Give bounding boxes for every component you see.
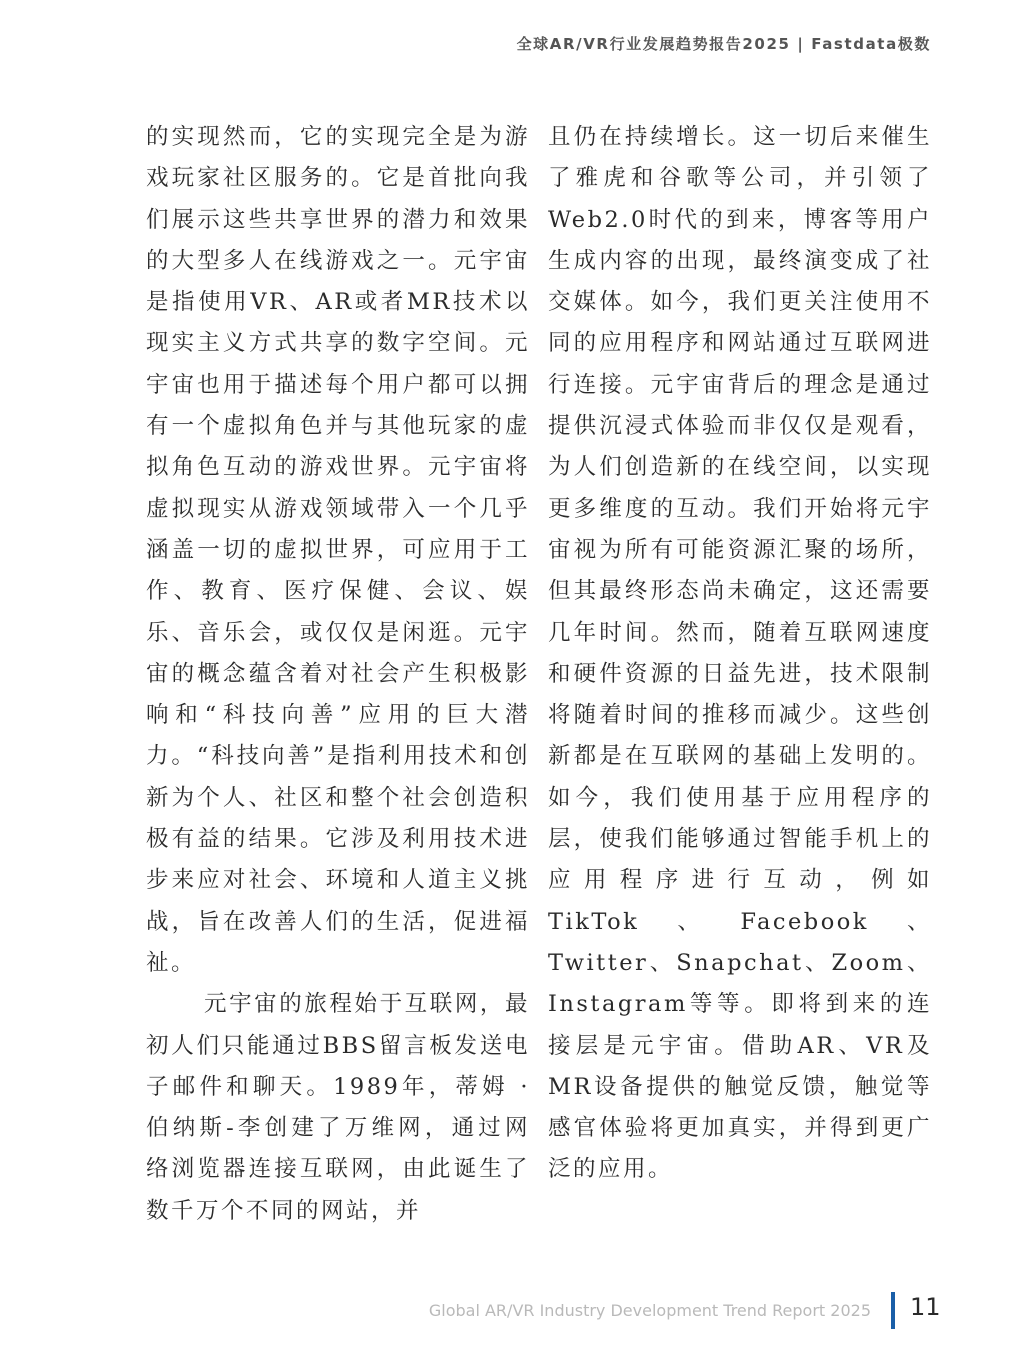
footer-accent-bar bbox=[891, 1292, 895, 1329]
footer-report-title: Global AR/VR Industry Development Trend Report 2025 bbox=[428, 1301, 871, 1320]
body-paragraph: 元宇宙的旅程始于互联网，最初人们只能通过BBS留言板发送电子邮件和聊天。1989年，蒂姆 · 伯纳斯-李创建了万维网，通过网络浏览器连接互联网，由此诞生了数千万个不同的网站，并 bbox=[146, 991, 530, 1224]
right-column bbox=[548, 117, 932, 1191]
page-number: 11 bbox=[910, 1293, 941, 1321]
body-paragraph: 的实现然而，它的实现完全是为游戏玩家社区服务的。它是首批向我们展示这些共享世界的潜力和效果的大型多人在线游戏之一。元宇宙是指使用VR、AR或者MR技术以现实主义方式共享的数字空间。元宇宙也用于描述每个用户都可以拥有一个虚拟角色并与其他玩家的虚拟角色互动的游戏世界。元宇宙将虚拟现实从游戏领域带入一个几乎涵盖一切的虚拟世界，可应用于工作、教育、医疗保健、会议、娱乐、音乐会，或仅仅是闲逛。元宇宙的概念蕴含着对社会产生积极影响和“科技向善”应用的巨大潜力。“科技向善”是指利用技术和创新为个人、社区和整个社会创造积极有益的结果。它涉及利用技术进步来应对社会、环境和人道主义挑战，旨在改善人们的生活，促进福祉。 bbox=[146, 124, 530, 976]
left-column bbox=[146, 117, 530, 1232]
body-paragraph: 且仍在持续增长。这一切后来催生了雅虎和谷歌等公司，并引领了Web2.0时代的到来，博客等用户生成内容的出现，最终演变成了社交媒体。如今，我们更关注使用不同的应用程序和网站通过互联网进行连接。元宇宙背后的理念是通过提供沉浸式体验而非仅仅是观看，为人们创造新的在线空间，以实现更多维度的互动。我们开始将元宇宙视为所有可能资源汇聚的场所，但其最终形态尚未确定，这还需要几年时间。然而，随着互联网速度和硬件资源的日益先进，技术限制将随着时间的推移而减少。这些创新都是在互联网的基础上发明的。如今，我们使用基于应用程序的层，使我们能够通过智能手机上的应用程序进行互动，例如TikTok、Facebook、Twitter、Snapchat、Zoom、Instagram等等。即将到来的连接层是元宇宙。借助AR、VR及MR设备提供的触觉反馈，触觉等感官体验将更加真实，并得到更广泛的应用。 bbox=[548, 124, 932, 1183]
running-header: 全球AR/VR行业发展趋势报告2025 | Fastdata极数 bbox=[516, 35, 931, 53]
